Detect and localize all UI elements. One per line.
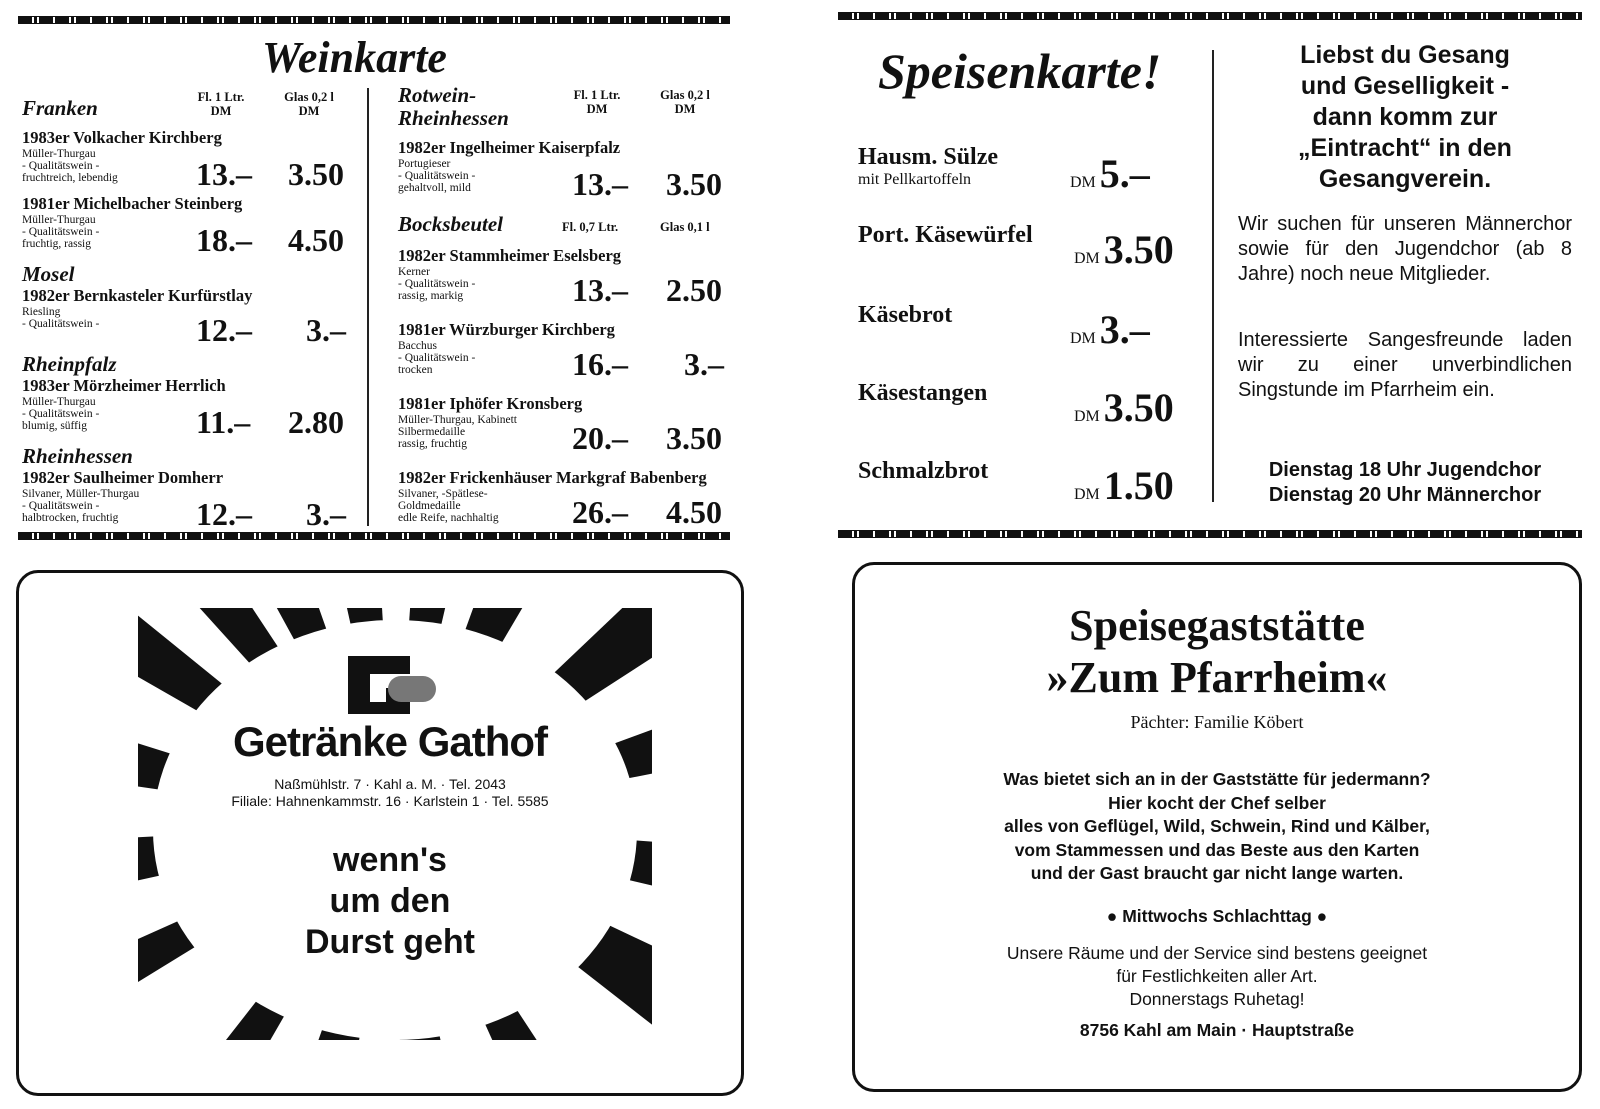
wine-glass-price: 3.–: [306, 312, 346, 348]
wine-glass-price: 3.50: [288, 156, 344, 192]
weinkarte-divider: [367, 88, 369, 526]
dish-price: DM 3.50: [1074, 227, 1174, 272]
weinkarte-title: Weinkarte: [262, 33, 447, 82]
gesangverein-para1: Wir suchen für unseren Männerchor sowie für den Jugendchor (ab 8 Jahre) noch neue Mitglieder.: [1238, 213, 1572, 285]
bullet-icon: ●: [1106, 906, 1118, 926]
wine-glass-price: 2.80: [288, 404, 344, 440]
wine-glass-price: 3.–: [306, 496, 346, 532]
gaststaette-address: 8756 Kahl am Main · Hauptstraße: [1079, 1020, 1355, 1040]
wine-entry: 1982er Saulheimer Domherr Silvaner, Müller-Thurgau - Qualitätswein - halbtrocken, fruchtig: [22, 468, 224, 524]
wine-glass-price: 3.–: [684, 346, 724, 382]
right-bottle-header: Fl. 1 Ltr. DM: [573, 88, 621, 116]
gathof-logo-icon: [340, 648, 440, 718]
top-left-rule: [18, 16, 730, 24]
dish-item: Schmalzbrot: [858, 458, 989, 484]
bullet-icon: ●: [1316, 906, 1328, 926]
top-right-rule: [838, 12, 1582, 20]
gaststaette-paechter: Pächter: Familie Köbert: [1130, 712, 1304, 732]
region-bocksbeutel: Bocksbeutel: [398, 212, 503, 236]
right-glass-header: Glas 0,2 l DM: [660, 88, 710, 116]
speisenkarte-divider: [1212, 50, 1214, 502]
mid-left-rule: [18, 532, 730, 540]
wine-entry: 1982er Frickenhäuser Markgraf Babenberg Silvaner, -Spätlese- Goldmedaille edle Reife, nachhaltig: [398, 468, 707, 524]
wine-bottle-price: 13.–: [572, 166, 628, 202]
region-rotwein-rheinhessen: Rotwein- Rheinhessen: [398, 83, 509, 130]
bocksbeutel-bottle-header: Fl. 0,7 Ltr.: [562, 220, 619, 234]
gaststaette-schlachttag: ● Mittwochs Schlachttag ●: [1106, 906, 1328, 926]
wine-glass-price: 4.50: [666, 494, 722, 530]
gaststaette-title: Speisegaststätte »Zum Pfarrheim«: [1046, 601, 1388, 702]
gesangverein-times: Dienstag 18 Uhr Jugendchor Dienstag 20 Uhr Männerchor: [1268, 459, 1542, 506]
dish-price: DM 3.–: [1070, 307, 1150, 352]
wine-glass-price: 3.50: [666, 420, 722, 456]
wine-entry: 1982er Bernkasteler Kurfürstlay Riesling - Qualitätswein -: [22, 286, 253, 330]
wine-bottle-price: 20.–: [572, 420, 628, 456]
mid-right-rule: [838, 530, 1582, 538]
region-mosel: Mosel: [22, 262, 75, 286]
wine-bottle-price: 26.–: [572, 494, 628, 530]
dish-price: DM 1.50: [1074, 463, 1174, 508]
wine-glass-price: 3.50: [666, 166, 722, 202]
dish-item: Port. Käsewürfel: [858, 222, 1033, 248]
gaststaette-plain-text: Unsere Räume und der Service sind bestens geeignet für Festlichkeiten aller Art. Donnerstags Ruhetag!: [1006, 943, 1428, 1009]
wine-bottle-price: 12.–: [196, 312, 252, 348]
wine-glass-price: 2.50: [666, 272, 722, 308]
gaststaette-bold-text: Was bietet sich an in der Gaststätte für jedermann? Hier kocht der Chef selber alles von Geflügel, Wild, Schwein, Rind und Kälber, vom Stammessen und das Beste aus den Karten und der Gast braucht gar nicht lange warten.: [1003, 769, 1431, 883]
region-franken: Franken: [22, 96, 98, 120]
dish-item: Käsestangen: [858, 380, 988, 406]
bocksbeutel-glass-header: Glas 0,1 l: [660, 220, 710, 234]
wine-entry: 1981er Michelbacher Steinberg Müller-Thurgau - Qualitätswein - fruchtig, rassig: [22, 194, 243, 250]
speisenkarte-title: Speisenkarte!: [878, 43, 1162, 99]
wine-bottle-price: 13.–: [196, 156, 252, 192]
dish-item: Hausm. Sülze mit Pellkartoffeln: [858, 144, 999, 188]
left-glass-header: Glas 0,2 l DM: [284, 90, 334, 118]
dish-price: DM 3.50: [1074, 385, 1174, 430]
getraenke-address: Naßmühlstr. 7 · Kahl a. M. · Tel. 2043 Filiale: Hahnenkammstr. 16 · Karlstein 1 · Tel. 5585: [231, 776, 549, 809]
gesangverein-para2: Interessierte Sangesfreunde laden wir zu einer unverbindlichen Singstunde im Pfarrheim ein.: [1238, 329, 1572, 401]
wine-entry: 1982er Ingelheimer Kaiserpfalz Portugieser - Qualitätswein - gehaltvoll, mild: [398, 138, 621, 194]
dish-price: DM 5.–: [1070, 151, 1150, 196]
wine-bottle-price: 13.–: [572, 272, 628, 308]
left-bottle-header: Fl. 1 Ltr. DM: [197, 90, 245, 118]
wine-bottle-price: 11.–: [196, 404, 251, 440]
getraenke-name: Getränke Gathof: [232, 718, 548, 765]
gesangverein-headline: Liebst du Gesang und Geselligkeit - dann komm zur „Eintracht“ in den Gesangverein.: [1298, 41, 1512, 193]
getraenke-slogan: wenn's um den Durst geht: [305, 841, 475, 961]
wine-entry: 1981er Iphöfer Kronsberg Müller-Thurgau, Kabinett Silbermedaille rassig, fruchtig: [398, 394, 583, 450]
wine-entry: 1983er Volkacher Kirchberg Müller-Thurgau - Qualitätswein - fruchtreich, lebendig: [22, 128, 222, 184]
region-rheinhessen: Rheinhessen: [22, 444, 133, 468]
wine-entry: 1982er Stammheimer Eselsberg Kerner - Qualitätswein - rassig, markig: [398, 246, 622, 302]
dish-item: Käsebrot: [858, 302, 953, 328]
wine-bottle-price: 18.–: [196, 222, 252, 258]
wine-glass-price: 4.50: [288, 222, 344, 258]
wine-bottle-price: 12.–: [196, 496, 252, 532]
wine-entry: 1983er Mörzheimer Herrlich Müller-Thurgau - Qualitätswein - blumig, süffig: [22, 376, 226, 432]
region-rheinpfalz: Rheinpfalz: [22, 352, 117, 376]
wine-entry: 1981er Würzburger Kirchberg Bacchus - Qualitätswein - trocken: [398, 320, 615, 376]
wine-bottle-price: 16.–: [572, 346, 628, 382]
